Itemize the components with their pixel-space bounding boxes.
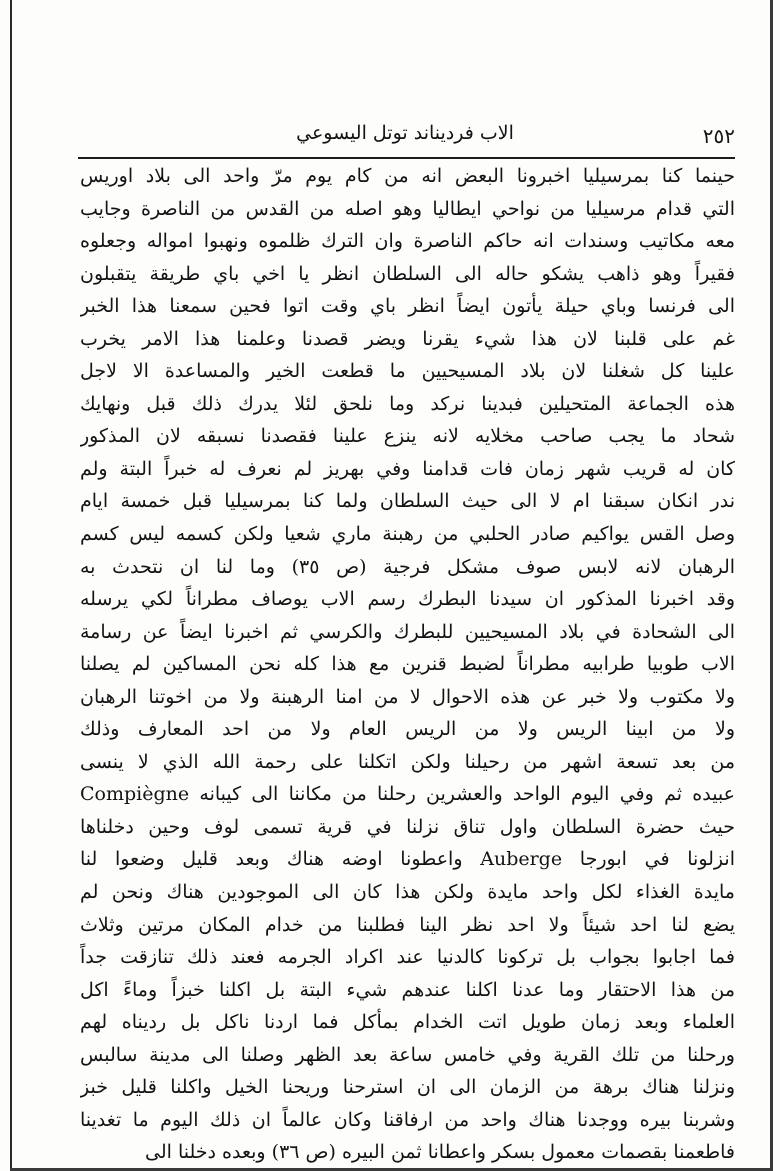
text-line: حيث حضرة السلطان واول تناق نزلنا في قرية تسمى لوف وحين دخلناها — [80, 815, 735, 838]
text-line: عبيده ثم وفي اليوم الواحد والعشرين رحلنا من مكاننا الى كيبانه Compiègne — [80, 783, 735, 806]
text-line: ندر انكان سبقنا ام لا الى حيث السلطان ولما كنا بمرسيليا قبل خمسة ايام — [80, 490, 735, 513]
text-line: الى فرنسا وباي حيلة يأتون ايضاً انظر باي وقت اتوا فحين سمعنا هذا الخبر — [80, 295, 735, 318]
running-head — [75, 122, 735, 156]
text-line: وقد اخبرنا المذكور ان سيدنا البطرك رسم الاب يوصاف مطراناً لكي يرسله — [80, 588, 735, 611]
text-line: ونزلنا هناك برهة من الزمان الى ان استرحنا وريحنا الخيل واكلنا قليل خبز — [80, 1076, 735, 1099]
text-line: غم على قلبنا لان هذا شيء يقرنا ويضر قصدنا وعلمنا هذا الامر يخرب — [80, 327, 735, 350]
text-line: انزلونا في ابورجا Auberge واعطونا اوضه هناك وبعد قليل وضعوا لنا — [80, 848, 735, 871]
text-line: فاطعمنا بقصمات معمول بسكر واعطانا ثمن البيره (ص ٣٦) وبعده دخلنا الى — [145, 1141, 735, 1164]
text-line: الى الشحادة في بلاد المسيحيين للبطرك والكرسي ثم اخبرنا ايضاً عن رسامة — [80, 620, 735, 643]
text-line: ورحلنا من تلك القرية وفي خامس ساعة بعد الظهر وصلنا الى مدينة سالبس — [80, 1043, 735, 1066]
text-line: فما اجابوا بجواب بل تركونا كالدنيا عند اكراد الجرمه فعند ذلك تنازقت جداً — [80, 946, 735, 969]
text-line: حينما كنا بمرسيليا اخبرونا البعض انه من كام يوم مرّ واحد الى بلاد اوريس — [80, 165, 735, 187]
text-line: يضع لنا احد شيئاً ولا احد نظر الينا فطلبنا من خدام المكان مرتين وثلاث — [80, 913, 735, 936]
text-line: هذه الجماعة المتحيلين فبدينا نركد وما نلحق لئلا يدرك ذلك قبل ونهايك — [80, 392, 735, 415]
text-line: معه مكاتيب وسندات انه حاكم الناصرة وان الترك ظلموه ونهبوا امواله وجعلوه — [80, 230, 735, 253]
page-border-left — [10, 0, 12, 1171]
text-line: ولا من ابينا الريس ولا من الريس العام ولا من احد المعارف وذلك — [80, 718, 735, 741]
text-line: فقيراً وهو ذاهب يشكو حاله الى السلطان انظر يا اخي باي طريقة يتقبلون — [80, 262, 735, 285]
text-line: الاب طوبيا طرابيه مطراناً لضبط قنرين مع هذا كله نحن المساكين لم يصلنا — [80, 653, 735, 676]
text-line: كان له قريب شهر زمان فات قدامنا وفي بهريز لم نعرف له خبراً البتة ولم — [80, 457, 735, 480]
text-line: وشربنا بيره ووجدنا هناك واحد من ارفاقنا وكان عالماً ان ذلك اليوم ما تغدينا — [80, 1108, 735, 1131]
text-line: وصل القس يواكيم صادر الحلبي من رهبنة ماري شعيا ولكن كسمه ليس كسم — [80, 523, 735, 546]
text-line: العلماء وبعد زمان طويل اتت الخدام بمأكل فما اردنا ناكل بل رديناه لهم — [80, 1011, 735, 1034]
text-line: من بعد تسعة اشهر من رحيلنا ولكن اتكلنا على رحمة الله الذي لا ينسى — [80, 750, 735, 773]
header-rule — [78, 157, 735, 159]
text-line: شحاد ما يجب صاحب مخلايه لانه ينزع علينا فقصدنا نسبقه لان المذكور — [80, 425, 735, 448]
running-title: الاب فرديناند توتل اليسوعي — [296, 122, 514, 144]
text-line: ولا مكتوب ولا خبر عن هذه الاحوال لا من امنا الرهبنة ولا من اخوتنا الرهبان — [80, 685, 735, 708]
page-number: ٢٥٢ — [702, 124, 735, 148]
body-text — [80, 160, 735, 1169]
text-line: الرهبان لانه لابس صوف مشكل فرجية (ص ٣٥) وما لنا ان نتحدث به — [80, 555, 735, 578]
text-line: مايدة الغذاء لكل واحد مايدة ولكن هذا كان الى الموجودين هناك ونحن لم — [80, 881, 735, 904]
text-line: علينا كل شغلنا لان بلاد المسيحيين ما قطعت الخير والمساعدة الا لاجل — [80, 360, 735, 383]
text-line: من هذا الاحتقار وما عدنا اكلنا عندهم شيء البتة بل اكلنا خبزاً وماءً اكل — [80, 978, 735, 1001]
text-line: التي قدام مرسيليا من نواحي ايطاليا وهو اصله من القدس من الناصرة وجايب — [80, 197, 735, 220]
